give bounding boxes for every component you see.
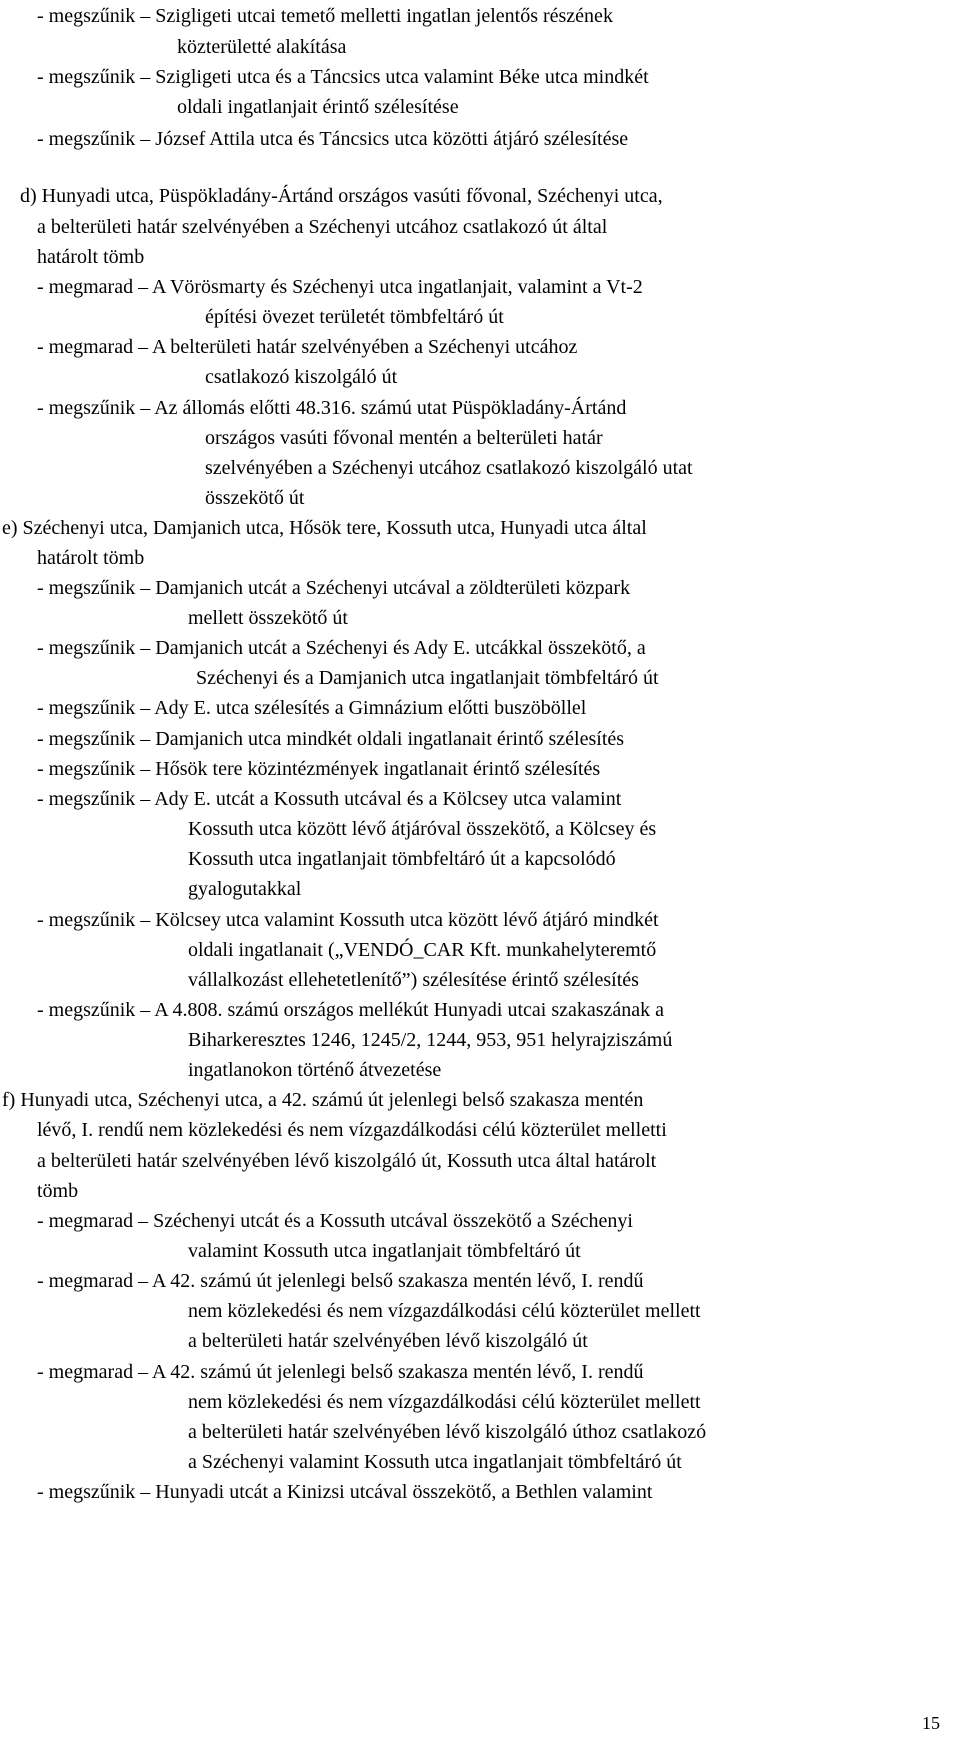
text-line: - megszűnik – Az állomás előtti 48.316. számú utat Püspökladány-Ártánd — [37, 397, 627, 419]
text-line: - megmarad – A 42. számú út jelenlegi belső szakasza mentén lévő, I. rendű — [37, 1270, 644, 1292]
text-line: lévő, I. rendű nem közlekedési és nem vízgazdálkodási célú közterület melletti — [37, 1119, 667, 1141]
text-line: oldali ingatlanjait érintő szélesítése — [177, 96, 459, 118]
text-line: - megszűnik – Hunyadi utcát a Kinizsi utcával összekötő, a Bethlen valamint — [37, 1481, 653, 1503]
text-line: - megmarad – A Vörösmarty és Széchenyi utca ingatlanjait, valamint a Vt-2 — [37, 276, 643, 298]
page-number: 15 — [922, 1713, 940, 1733]
text-line: építési övezet területét tömbfeltáró út — [205, 306, 504, 328]
text-line: ingatlanokon történő átvezetése — [188, 1059, 442, 1081]
text-line: összekötő út — [205, 487, 305, 509]
text-line: nem közlekedési és nem vízgazdálkodási célú közterület mellett — [188, 1391, 701, 1413]
section-heading: e) Széchenyi utca, Damjanich utca, Hősök tere, Kossuth utca, Hunyadi utca által — [2, 517, 647, 539]
text-line: - megszűnik – Ady E. utca szélesítés a Gimnázium előtti buszöböllel — [37, 697, 587, 719]
text-line: Biharkeresztes 1246, 1245/2, 1244, 953, 951 helyrajziszámú — [188, 1029, 673, 1051]
text-line: - megszűnik – Damjanich utca mindkét oldali ingatlanait érintő szélesítés — [37, 728, 625, 750]
text-line: csatlakozó kiszolgáló út — [205, 366, 398, 388]
text-line: a Széchenyi valamint Kossuth utca ingatlanjait tömbfeltáró út — [188, 1451, 682, 1473]
text-line: gyalogutakkal — [188, 878, 302, 900]
text-line: közterületté alakítása — [177, 36, 347, 58]
text-line: szelvényében a Széchenyi utcához csatlakozó kiszolgáló utat — [205, 457, 693, 479]
text-line: a belterületi határ szelvényében lévő kiszolgáló út — [188, 1330, 588, 1352]
text-line: - megszűnik – Kölcsey utca valamint Kossuth utca között lévő átjáró mindkét — [37, 909, 659, 931]
text-line: - megszűnik – József Attila utca és Táncsics utca közötti átjáró szélesítése — [37, 128, 629, 150]
text-line: - megszűnik – Szigligeti utcai temető melletti ingatlan jelentős részének — [37, 5, 613, 27]
text-line: - megszűnik – A 4.808. számú országos mellékút Hunyadi utcai szakaszának a — [37, 999, 665, 1021]
text-line: - megmarad – Széchenyi utcát és a Kossuth utcával összekötő a Széchenyi — [37, 1210, 633, 1232]
text-line: - megszűnik – Szigligeti utca és a Táncsics utca valamint Béke utca mindkét — [37, 66, 649, 88]
text-line: - megmarad – A 42. számú út jelenlegi belső szakasza mentén lévő, I. rendű — [37, 1361, 644, 1383]
text-line: Széchenyi és a Damjanich utca ingatlanjait tömbfeltáró út — [196, 667, 659, 689]
text-line: a belterületi határ szelvényében lévő kiszolgáló úthoz csatlakozó — [188, 1421, 707, 1443]
text-line: határolt tömb — [37, 246, 145, 268]
section-heading: d) Hunyadi utca, Püspökladány-Ártánd országos vasúti fővonal, Széchenyi utca, — [20, 185, 663, 207]
text-line: - megszűnik – Damjanich utcát a Széchenyi és Ady E. utcákkal összekötő, a — [37, 637, 646, 659]
text-line: Kossuth utca ingatlanjait tömbfeltáró út a kapcsolódó — [188, 848, 616, 870]
text-line: nem közlekedési és nem vízgazdálkodási célú közterület mellett — [188, 1300, 701, 1322]
text-line: - megszűnik – Ady E. utcát a Kossuth utcával és a Kölcsey utca valamint — [37, 788, 622, 810]
text-line: - megmarad – A belterületi határ szelvényében a Széchenyi utcához — [37, 336, 578, 358]
text-line: tömb — [37, 1180, 79, 1202]
text-line: - megszűnik – Hősök tere közintézmények ingatlanait érintő szélesítés — [37, 758, 601, 780]
text-line: határolt tömb — [37, 547, 145, 569]
text-line: mellett összekötő út — [188, 607, 348, 629]
text-line: országos vasúti fővonal mentén a belterületi határ — [205, 427, 603, 449]
text-line: vállalkozást ellehetetlenítő”) szélesítése érintő szélesítés — [188, 969, 639, 991]
text-line: oldali ingatlanait („VENDÓ_CAR Kft. munkahelyteremtő — [188, 939, 657, 961]
text-line: a belterületi határ szelvényében lévő kiszolgáló út, Kossuth utca által határolt — [37, 1150, 657, 1172]
section-heading: f) Hunyadi utca, Széchenyi utca, a 42. számú út jelenlegi belső szakasza mentén — [2, 1089, 644, 1111]
text-line: - megszűnik – Damjanich utcát a Széchenyi utcával a zöldterületi közpark — [37, 577, 631, 599]
text-line: Kossuth utca között lévő átjáróval összekötő, a Kölcsey és — [188, 818, 657, 840]
text-line: a belterületi határ szelvényében a Széchenyi utcához csatlakozó út által — [37, 216, 608, 238]
text-line: valamint Kossuth utca ingatlanjait tömbfeltáró út — [188, 1240, 581, 1262]
